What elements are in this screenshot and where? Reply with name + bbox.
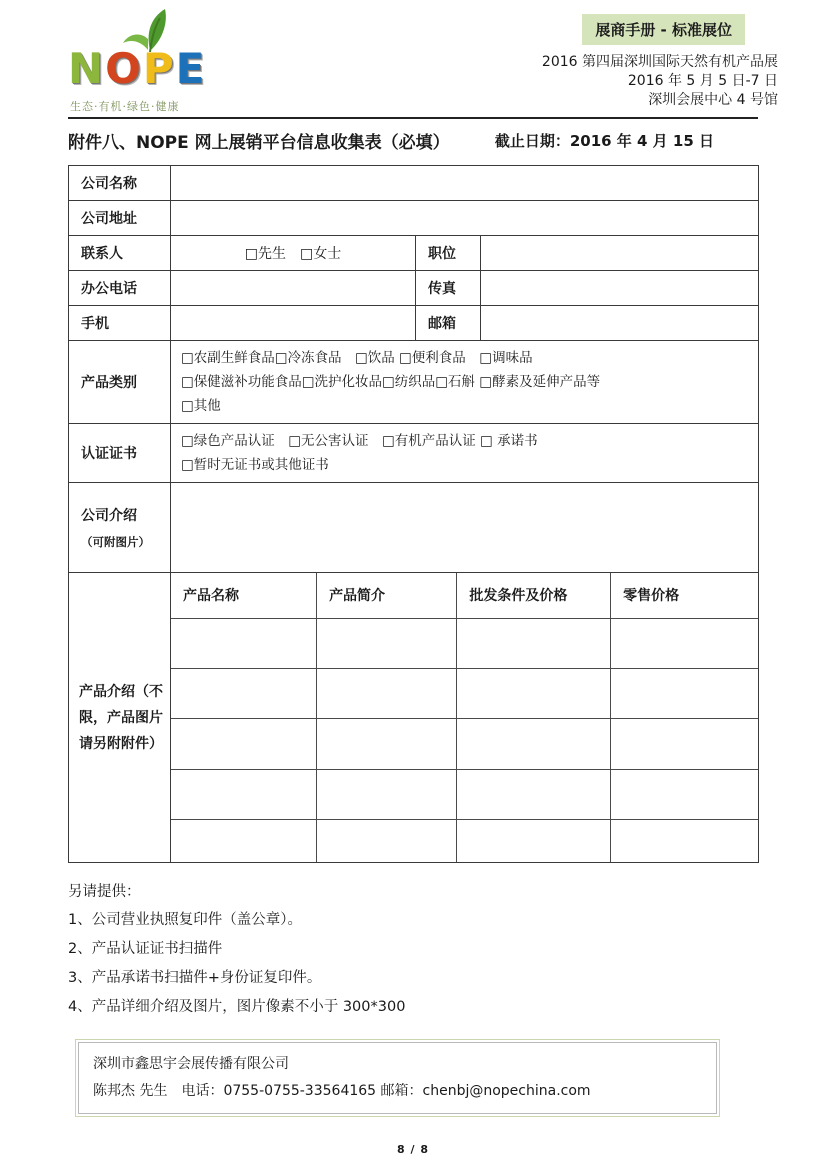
- table-row: [69, 236, 759, 271]
- product-cell[interactable]: [457, 719, 611, 769]
- expo-name: 2016 第四届深圳国际天然有机产品展: [541, 54, 778, 70]
- product-row: [171, 769, 758, 819]
- table-row: [69, 271, 759, 306]
- email-label: 邮箱: [416, 306, 481, 341]
- table-row: [69, 341, 759, 424]
- category-checkbox-row-1[interactable]: □农副生鲜食品□冷冻食品 □饮品 □便利食品 □调味品: [181, 350, 533, 366]
- category-checkbox-row-3[interactable]: □其他: [181, 398, 221, 414]
- deadline-text: 截止日期：2016 年 4 月 15 日: [494, 132, 714, 150]
- product-cell[interactable]: [171, 769, 317, 819]
- expo-venue: 深圳会展中心 4 号馆: [648, 92, 778, 108]
- wholesale-header: 批发条件及价格: [457, 573, 611, 618]
- office-phone-label: 办公电话: [69, 271, 171, 306]
- company-address-label: 公司地址: [69, 201, 171, 236]
- product-cell[interactable]: [457, 618, 611, 668]
- header-info-block: [542, 8, 778, 110]
- note-item-1: 1、公司营业执照复印件（盖公章）。: [68, 912, 302, 928]
- company-name-label: 公司名称: [69, 166, 171, 201]
- company-intro-note: （可附图片）: [81, 535, 150, 549]
- product-cell[interactable]: [457, 820, 611, 862]
- product-category-options: [171, 341, 759, 424]
- product-cell[interactable]: [611, 668, 758, 718]
- product-cell[interactable]: [317, 618, 457, 668]
- table-row: [69, 201, 759, 236]
- product-desc-header: 产品简介: [317, 573, 457, 618]
- page-title: 附件八、NOPE 网上展销平台信息收集表（必填）: [68, 133, 450, 153]
- organizer-contact-inner: [78, 1042, 717, 1114]
- additional-requirements: [68, 879, 758, 1022]
- product-cell[interactable]: [171, 820, 317, 862]
- company-intro-input[interactable]: [171, 483, 759, 573]
- title-row: [68, 128, 758, 153]
- category-checkbox-row-2[interactable]: □保健滋补功能食品□洗护化妆品□纺织品□石斛 □酵素及延伸产品等: [181, 374, 601, 390]
- email-input[interactable]: [481, 306, 759, 341]
- product-name-header: 产品名称: [171, 573, 317, 618]
- product-cell[interactable]: [611, 719, 758, 769]
- product-cell[interactable]: [611, 769, 758, 819]
- product-cell[interactable]: [317, 820, 457, 862]
- office-phone-input[interactable]: [171, 271, 416, 306]
- cert-checkbox-row-1[interactable]: □绿色产品认证 □无公害认证 □有机产品认证 □ 承诺书: [181, 433, 538, 449]
- product-list-table: [171, 573, 758, 862]
- product-row: [171, 719, 758, 769]
- product-cell[interactable]: [171, 719, 317, 769]
- company-address-input[interactable]: [171, 201, 759, 236]
- position-input[interactable]: [481, 236, 759, 271]
- logo-tagline: 生态·有机·绿色·健康: [70, 100, 180, 113]
- table-row: [69, 306, 759, 341]
- table-row: [69, 483, 759, 573]
- page-number: 8 / 8: [397, 1143, 429, 1156]
- company-intro-label-text: 公司介绍: [81, 508, 137, 524]
- product-cell[interactable]: [457, 668, 611, 718]
- product-cell[interactable]: [611, 618, 758, 668]
- product-row: [171, 618, 758, 668]
- header-divider: [68, 117, 758, 119]
- certification-options: [171, 424, 759, 483]
- logo-letter-o: O: [105, 44, 143, 93]
- notes-title: 另请提供：: [68, 884, 141, 900]
- product-table-wrapper: [171, 573, 759, 863]
- product-cell[interactable]: [317, 668, 457, 718]
- table-row: [69, 166, 759, 201]
- product-category-label: 产品类别: [69, 341, 171, 424]
- company-intro-label: [69, 483, 171, 573]
- product-cell[interactable]: [317, 769, 457, 819]
- cert-checkbox-row-2[interactable]: □暂时无证书或其他证书: [181, 457, 329, 473]
- fax-input[interactable]: [481, 271, 759, 306]
- product-table-header-row: [171, 573, 758, 618]
- logo-letter-e: E: [175, 44, 207, 93]
- gender-checkboxes[interactable]: □先生 □女士: [171, 236, 416, 271]
- product-intro-label: 产品介绍（不限，产品图片请另附附件）: [69, 573, 171, 863]
- product-cell[interactable]: [611, 820, 758, 862]
- product-cell[interactable]: [457, 769, 611, 819]
- fax-label: 传真: [416, 271, 481, 306]
- certification-label: 认证证书: [69, 424, 171, 483]
- manual-type-badge: 展商手册 - 标准展位: [582, 14, 745, 45]
- page-header: [68, 8, 778, 114]
- product-cell[interactable]: [171, 618, 317, 668]
- note-item-4: 4、产品详细介绍及图片，图片像素不小于 300*300: [68, 999, 406, 1015]
- table-row: [69, 573, 759, 863]
- expo-dates: 2016 年 5 月 5 日-7 日: [627, 73, 778, 89]
- note-item-3: 3、产品承诺书扫描件+身份证复印件。: [68, 970, 322, 986]
- product-row: [171, 668, 758, 718]
- organizer-contact-box: [75, 1039, 720, 1117]
- organizer-company: 深圳市鑫思宇会展传播有限公司: [93, 1056, 289, 1072]
- product-cell[interactable]: [317, 719, 457, 769]
- product-cell[interactable]: [171, 668, 317, 718]
- info-form-table: [68, 165, 759, 863]
- note-item-2: 2、产品认证证书扫描件: [68, 941, 223, 957]
- logo-letter-p: P: [142, 44, 176, 93]
- retail-header: 零售价格: [611, 573, 758, 618]
- logo-wordmark: [68, 44, 207, 93]
- logo-letter-n: N: [68, 44, 106, 93]
- organizer-contact-line: 陈邦杰 先生 电话：0755-0755-33564165 邮箱：chenbj@nopechina.com: [93, 1083, 591, 1099]
- mobile-input[interactable]: [171, 306, 416, 341]
- company-name-input[interactable]: [171, 166, 759, 201]
- position-label: 职位: [416, 236, 481, 271]
- mobile-label: 手机: [69, 306, 171, 341]
- table-row: [69, 424, 759, 483]
- product-row: [171, 820, 758, 862]
- contact-person-label: 联系人: [69, 236, 171, 271]
- nope-logo: [68, 8, 248, 114]
